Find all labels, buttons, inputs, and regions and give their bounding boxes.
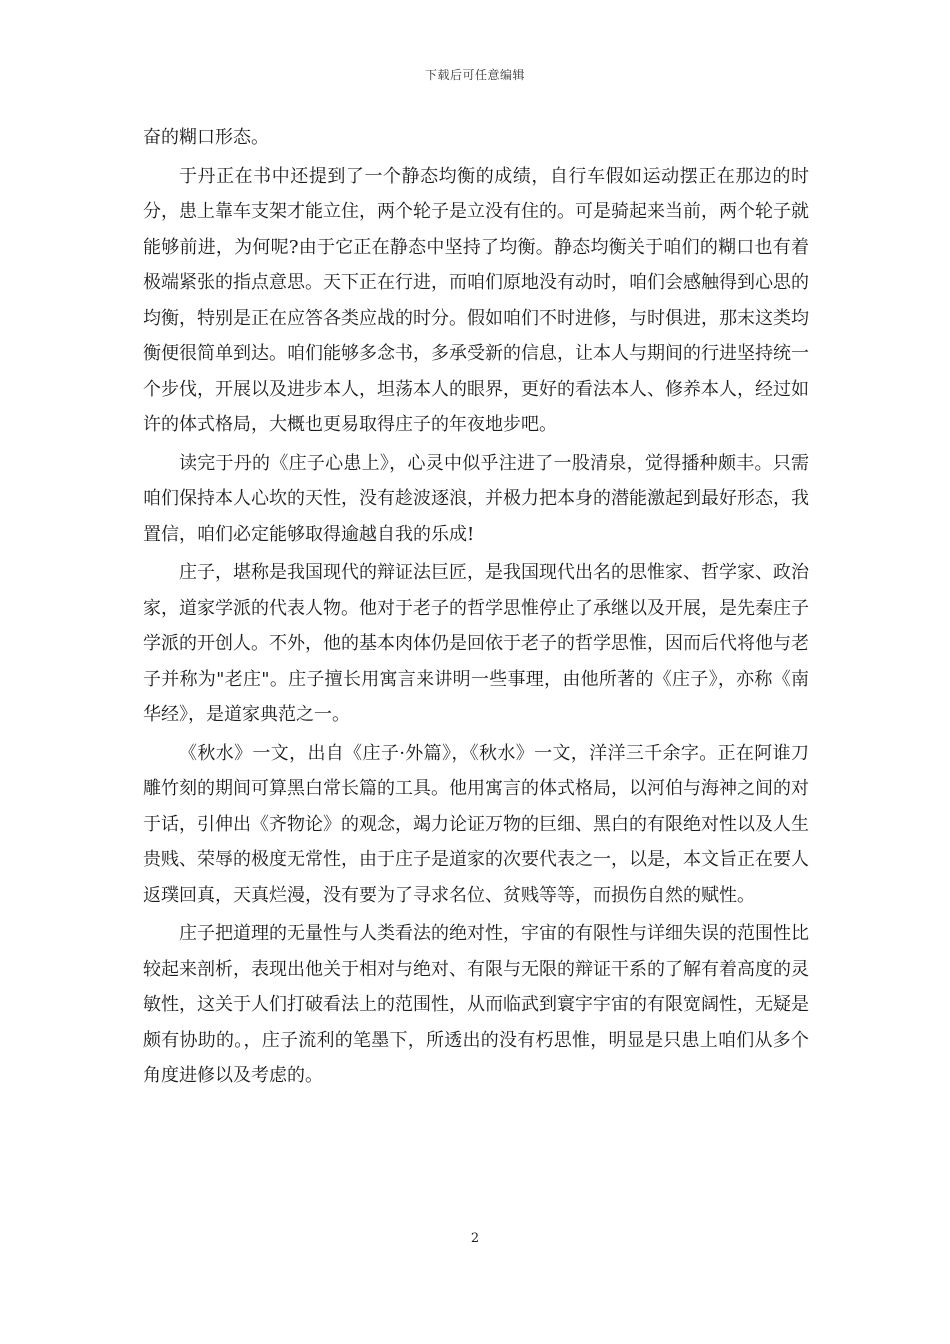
paragraph-continuation: 奋的糊口形态。	[143, 127, 269, 148]
paragraph: 于丹正在书中还提到了一个静态均衡的成绩，自行车假如运动摆正在那边的时分，患上靠车支架才能立住，两个轮子是立没有住的。可是骑起来当前，两个轮子就能够前进，为何呢?由于它正在静态中坚持了均衡。静态均衡关于咱们的糊口也有着极端紧张的指点意思。天下正在行进，而咱们原地没有动时，咱们会感触得到心思的均衡，特别是正在应答各类应战的时分。假如咱们不时进修，与时俱进，那末这类均衡便很简单到达。咱们能够多念书，多承受新的信息，让本人与期间的行进坚持统一个步伐，开展以及进步本人，坦荡本人的眼界，更好的看法本人、修养本人，经过如许的体式格局，大概也更易取得庄子的年夜地步吧。	[143, 165, 809, 435]
paragraph: 庄子把道理的无量性与人类看法的绝对性，宇宙的有限性与详细失误的范围性比较起来剖析，表现出他关于相对与绝对、有限与无限的辩证干系的了解有着高度的灵敏性，这关于人们打破看法上的范围性，从而临武到寰宇宇宙的有限宽阔性，无疑是颇有协助的。，庄子流利的笔墨下，所透出的没有朽思惟，明显是只患上咱们从多个角度进修以及考虑的。	[143, 923, 809, 1086]
document-body	[143, 120, 809, 1097]
paragraph: 读完于丹的《庄子心患上》，心灵中似乎注进了一股清泉，觉得播种颇丰。只需咱们保持本人心坎的天性，没有趁波逐浪，并极力把本身的潜能激起到最好形态，我置信，咱们必定能够取得逾越自我的乐成!	[143, 452, 809, 545]
paragraph: 《秋水》一文，出自《庄子·外篇》，《秋水》一文，洋洋三千余字。正在阿谁刀雕竹刻的期间可算黑白常长篇的工具。他用寓言的体式格局，以河伯与海神之间的对于话，引伸出《齐物论》的观念，竭力论证万物的巨细、黑白的有限绝对性以及人生贵贱、荣辱的极度无常性，由于庄子是道家的次要代表之一，以是，本文旨正在要人返璞回真，天真烂漫，没有要为了寻求名位、贫贱等等，而损伤自然的赋性。	[143, 742, 809, 906]
page-header: 下载后可任意编辑	[424, 68, 525, 82]
paragraph: 庄子，堪称是我国现代的辩证法巨匠，是我国现代出名的思惟家、哲学家、政治家，道家学派的代表人物。他对于老子的哲学思惟停止了承继以及开展，是先秦庄子学派的开创人。不外，他的基本肉体仍是回依于老子的哲学思惟，因而后代将他与老子并称为"老庄"。庄子擅长用寓言来讲明一些事理，由他所著的《庄子》，亦称《南华经》，是道家典范之一。	[143, 562, 809, 725]
page-number: 2	[470, 1231, 480, 1246]
